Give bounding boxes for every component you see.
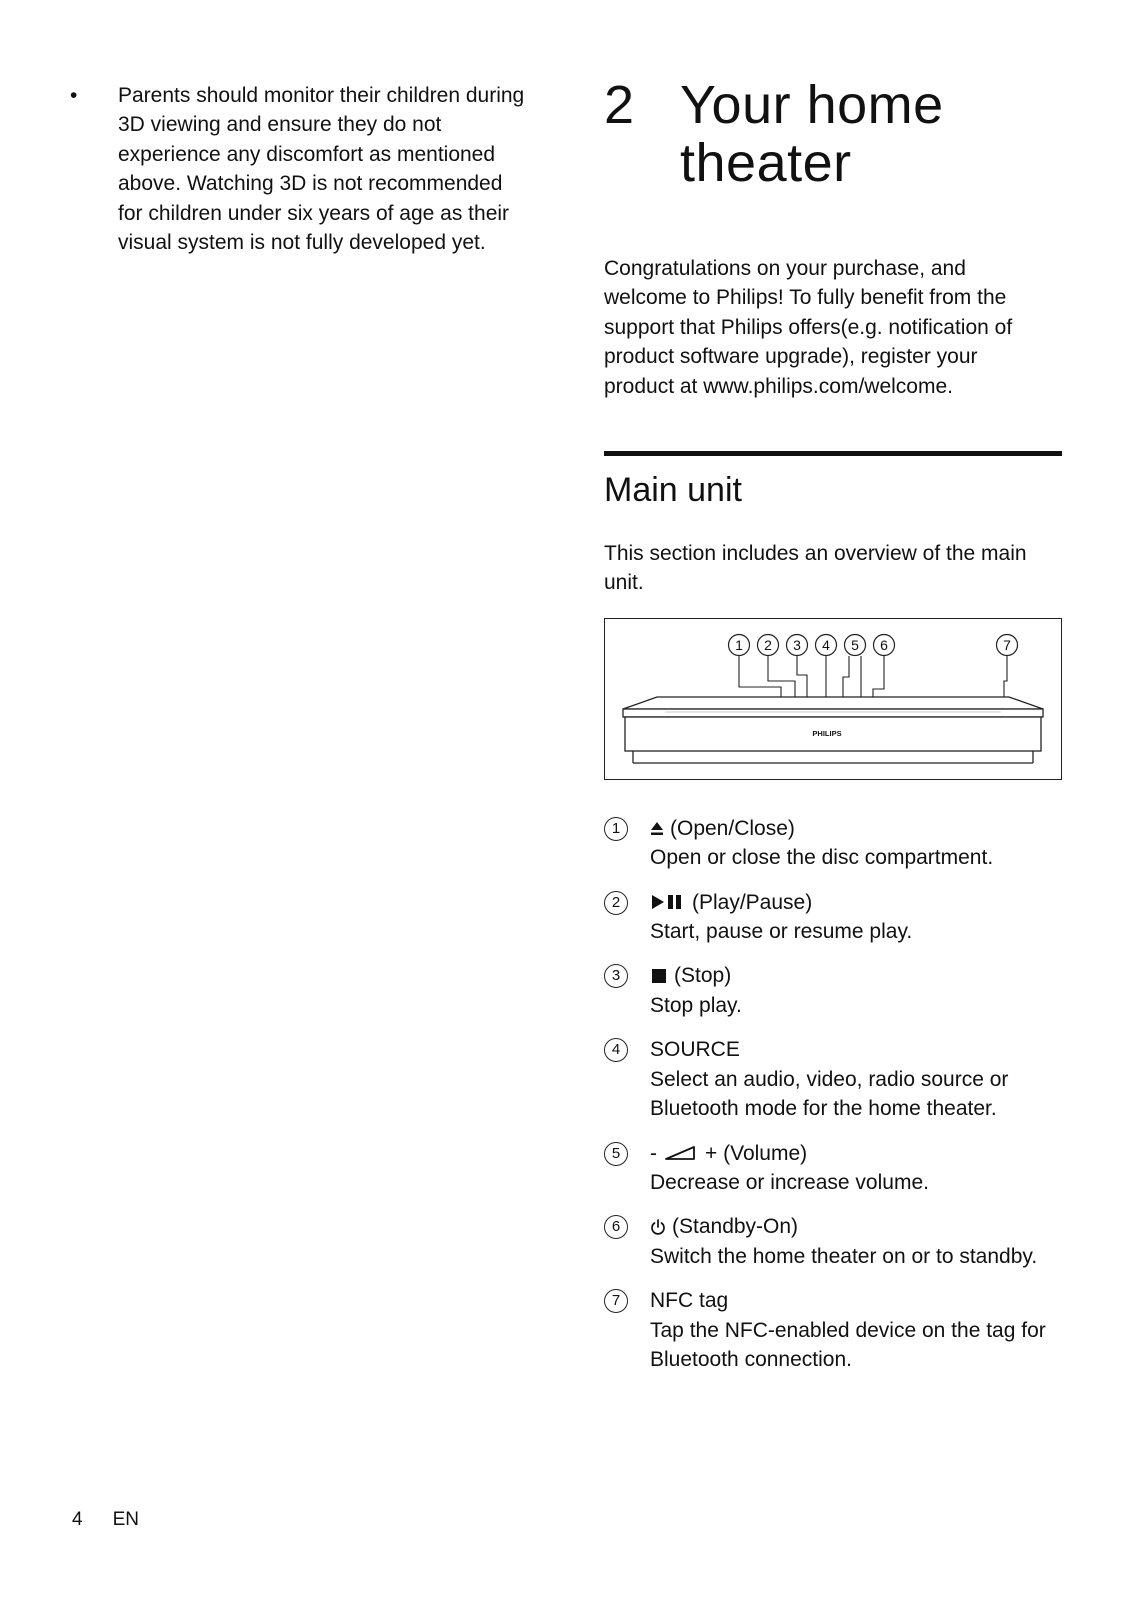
- power-icon: [650, 1218, 666, 1236]
- legend-item: [604, 814, 1062, 873]
- svg-text:7: 7: [1003, 636, 1011, 653]
- legend-number: 5: [604, 1142, 628, 1166]
- callout-4: [816, 634, 837, 655]
- volume-icon: [663, 1144, 699, 1162]
- legend-title: (Play/Pause): [650, 888, 1062, 917]
- legend-item: [604, 1212, 1062, 1271]
- callout-7: [997, 634, 1018, 655]
- legend-title: NFC tag: [650, 1289, 729, 1313]
- bullet-item: [70, 81, 530, 257]
- section-intro: This section includes an overview of the main unit.: [604, 542, 1027, 595]
- legend-item: [604, 961, 1062, 1020]
- chapter-heading: [604, 76, 1062, 192]
- legend-title: - + (Volume): [650, 1141, 808, 1165]
- right-column: [604, 76, 1062, 1389]
- bullet-text: Parents should monitor their children during 3D viewing and ensure they do not experience any discomfort as mentioned above. Watching 3D is not recommended for children under six years of age as their visual system is not fully developed yet.: [118, 84, 525, 255]
- callout-1: [729, 634, 750, 655]
- svg-text:1: 1: [735, 636, 743, 653]
- legend-title: (Standby-On): [650, 1212, 1062, 1241]
- svg-text:6: 6: [880, 636, 888, 653]
- stop-icon: [650, 967, 668, 985]
- intro-paragraph: Congratulations on your purchase, and welcome to Philips! To fully benefit from the support that Philips offers(e.g. notification of product software upgrade), register your product at www.philips.com/welcome.: [604, 257, 1013, 398]
- legend-number: 1: [604, 817, 628, 841]
- eject-icon: [650, 820, 664, 838]
- callout-5: [845, 634, 866, 655]
- svg-text:5: 5: [851, 636, 859, 653]
- legend-description: Decrease or increase volume.: [650, 1170, 929, 1194]
- legend-number: 3: [604, 964, 628, 988]
- page-footer: [72, 1508, 139, 1532]
- legend-title: SOURCE: [650, 1038, 740, 1062]
- svg-text:4: 4: [822, 636, 830, 653]
- bullet-marker: •: [70, 84, 78, 107]
- legend-number: 7: [604, 1289, 628, 1313]
- callout-3: [787, 634, 808, 655]
- legend-description: Open or close the disc compartment.: [650, 846, 994, 870]
- legend-description: Select an audio, video, radio source or Bluetooth mode for the home theater.: [650, 1067, 1009, 1121]
- section-divider: [604, 451, 1062, 456]
- legend-list: [604, 814, 1062, 1375]
- legend-description: Tap the NFC-enabled device on the tag for Bluetooth connection.: [650, 1318, 1046, 1371]
- callout-6: [874, 634, 895, 655]
- chapter-title: Your home theater: [680, 75, 944, 193]
- legend-item: [604, 888, 1062, 947]
- legend-description: Switch the home theater on or to standby.: [650, 1244, 1038, 1268]
- page-number: 4: [72, 1509, 83, 1530]
- svg-text:2: 2: [764, 636, 772, 653]
- section-heading: Main unit: [604, 471, 742, 510]
- callout-2: [758, 634, 779, 655]
- legend-title: (Open/Close): [650, 814, 1062, 843]
- legend-item: [604, 1139, 1062, 1198]
- legend-description: Stop play.: [650, 993, 742, 1017]
- legend-item: [604, 1035, 1062, 1123]
- play-pause-icon: [650, 893, 686, 911]
- legend-title: (Stop): [650, 961, 1062, 990]
- svg-text:3: 3: [793, 636, 801, 653]
- language-code: EN: [112, 1509, 139, 1530]
- brand-label: PHILIPS: [812, 728, 842, 738]
- legend-number: 6: [604, 1215, 628, 1239]
- legend-number: 4: [604, 1038, 628, 1062]
- legend-number: 2: [604, 891, 628, 915]
- main-unit-illustration: [605, 619, 1061, 779]
- legend-item: [604, 1286, 1062, 1374]
- left-column: [70, 81, 530, 257]
- unit-body: [623, 697, 1043, 763]
- chapter-number: 2: [604, 75, 635, 135]
- legend-description: Start, pause or resume play.: [650, 920, 913, 944]
- main-unit-figure: [604, 618, 1062, 780]
